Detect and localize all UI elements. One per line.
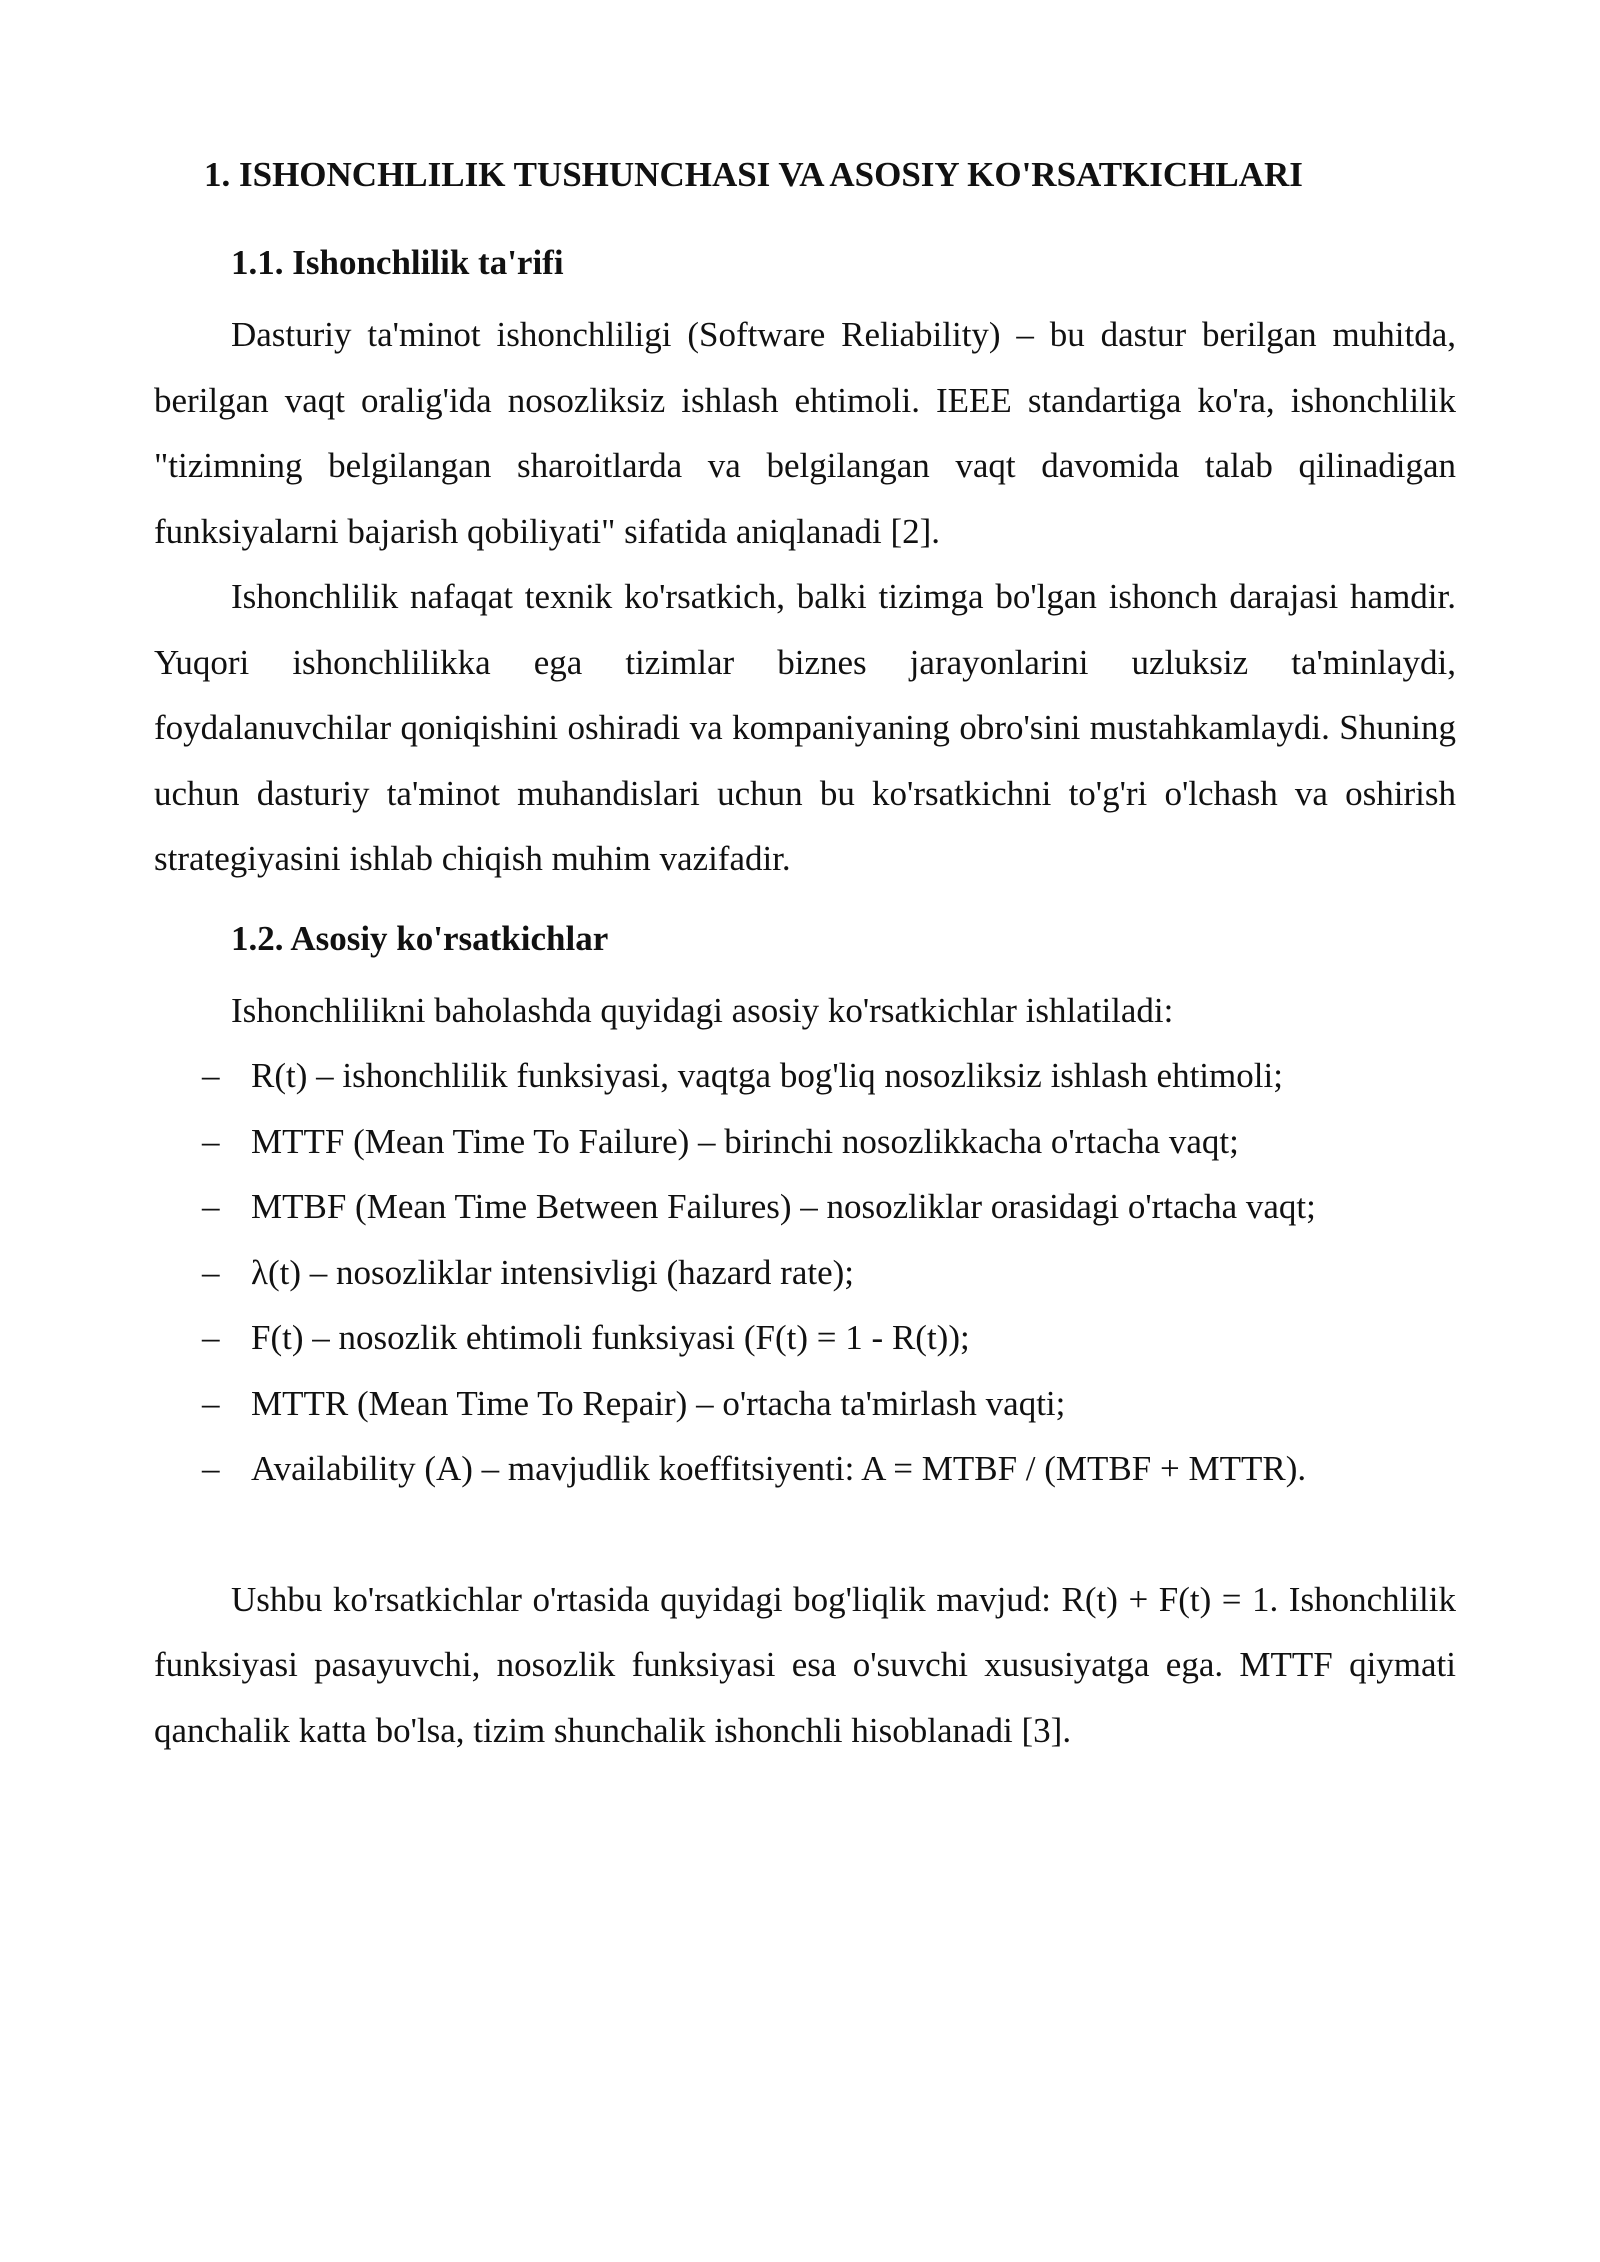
dash-bullet: – — [202, 1121, 220, 1161]
indicators-list — [154, 1043, 1456, 1502]
list-item-text: F(t) – nosozlik ehtimoli funksiyasi (F(t) = 1 - R(t)); — [251, 1318, 970, 1357]
dash-bullet: – — [202, 1383, 220, 1423]
section-heading-definition: 1.1. Ishonchlilik ta'rifi — [231, 243, 564, 282]
dash-bullet: – — [202, 1449, 220, 1488]
list-item — [154, 1240, 1456, 1306]
list-item-text: MTTR (Mean Time To Repair) – o'rtacha ta'mirlash vaqti; — [251, 1383, 1066, 1423]
list-item-text: MTBF (Mean Time Between Failures) – nosozliklar orasidagi o'rtacha vaqt; — [251, 1187, 1316, 1226]
dash-bullet: – — [202, 1056, 220, 1095]
document-page — [154, 150, 1456, 1763]
list-item-text: R(t) – ishonchlilik funksiyasi, vaqtga bog'liq nosozliksiz ishlash ehtimoli; — [251, 1056, 1283, 1095]
list-item — [154, 1371, 1456, 1437]
section-heading-indicators: 1.2. Asosiy ko'rsatkichlar — [231, 918, 609, 958]
dash-bullet: – — [202, 1318, 220, 1357]
list-item — [154, 1436, 1456, 1502]
paragraph-definition: Dasturiy ta'minot ishonchliligi (Software Reliability) – bu dastur berilgan muhitda, berilgan vaqt oralig'ida nosozliksiz ishlash ehtimoli. IEEE standartiga ko'ra, ishonchlilik "tizimning belgilangan sharoitlarda va belgilangan vaqt davomida talab qilinadigan funksiyalarni bajarish qobiliyati" sifatida aniqlanadi [2]. — [154, 315, 1456, 551]
list-item — [154, 1305, 1456, 1371]
chapter-heading: 1. ISHONCHLILIK TUSHUNCHASI VA ASOSIY KO'RSATKICHLARI — [204, 155, 1303, 194]
dash-bullet: – — [202, 1252, 220, 1292]
paragraph-conclusion: Ushbu ko'rsatkichlar o'rtasida quyidagi bog'liqlik mavjud: R(t) + F(t) = 1. Ishonchlilik funksiyasi pasayuvchi, nosozlik funksiyasi esa o'suvchi xususiyatga ega. MTTF qiymati qanchalik katta bo'lsa, tizim shunchalik ishonchli hisoblanadi [3]. — [154, 1579, 1456, 1750]
list-item — [154, 1109, 1456, 1175]
indicators-intro: Ishonchlilikni baholashda quyidagi asosiy ko'rsatkichlar ishlatiladi: — [231, 990, 1174, 1030]
paragraph-importance: Ishonchlilik nafaqat texnik ko'rsatkich, balki tizimga bo'lgan ishonch darajasi hamdir. Yuqori ishonchlilikka ega tizimlar biznes jarayonlarini uzluksiz ta'minlaydi, foydalanuvchilar qoniqishini oshiradi va kompaniyaning obro'sini mustahkamlaydi. Shuning uchun dasturiy ta'minot muhandislari uchun bu ko'rsatkichni to'g'ri o'lchash va oshirish strategiyasini ishlab chiqish muhim vazifadir. — [154, 577, 1456, 878]
list-item — [154, 1043, 1456, 1109]
list-item — [154, 1174, 1456, 1240]
dash-bullet: – — [202, 1187, 220, 1226]
list-item-text: λ(t) – nosozliklar intensivligi (hazard rate); — [251, 1252, 855, 1292]
list-item-text: Availability (A) – mavjudlik koeffitsiyenti: A = MTBF / (MTBF + MTTR). — [251, 1449, 1307, 1488]
list-item-text: MTTF (Mean Time To Failure) – birinchi nosozlikkacha o'rtacha vaqt; — [251, 1121, 1239, 1161]
